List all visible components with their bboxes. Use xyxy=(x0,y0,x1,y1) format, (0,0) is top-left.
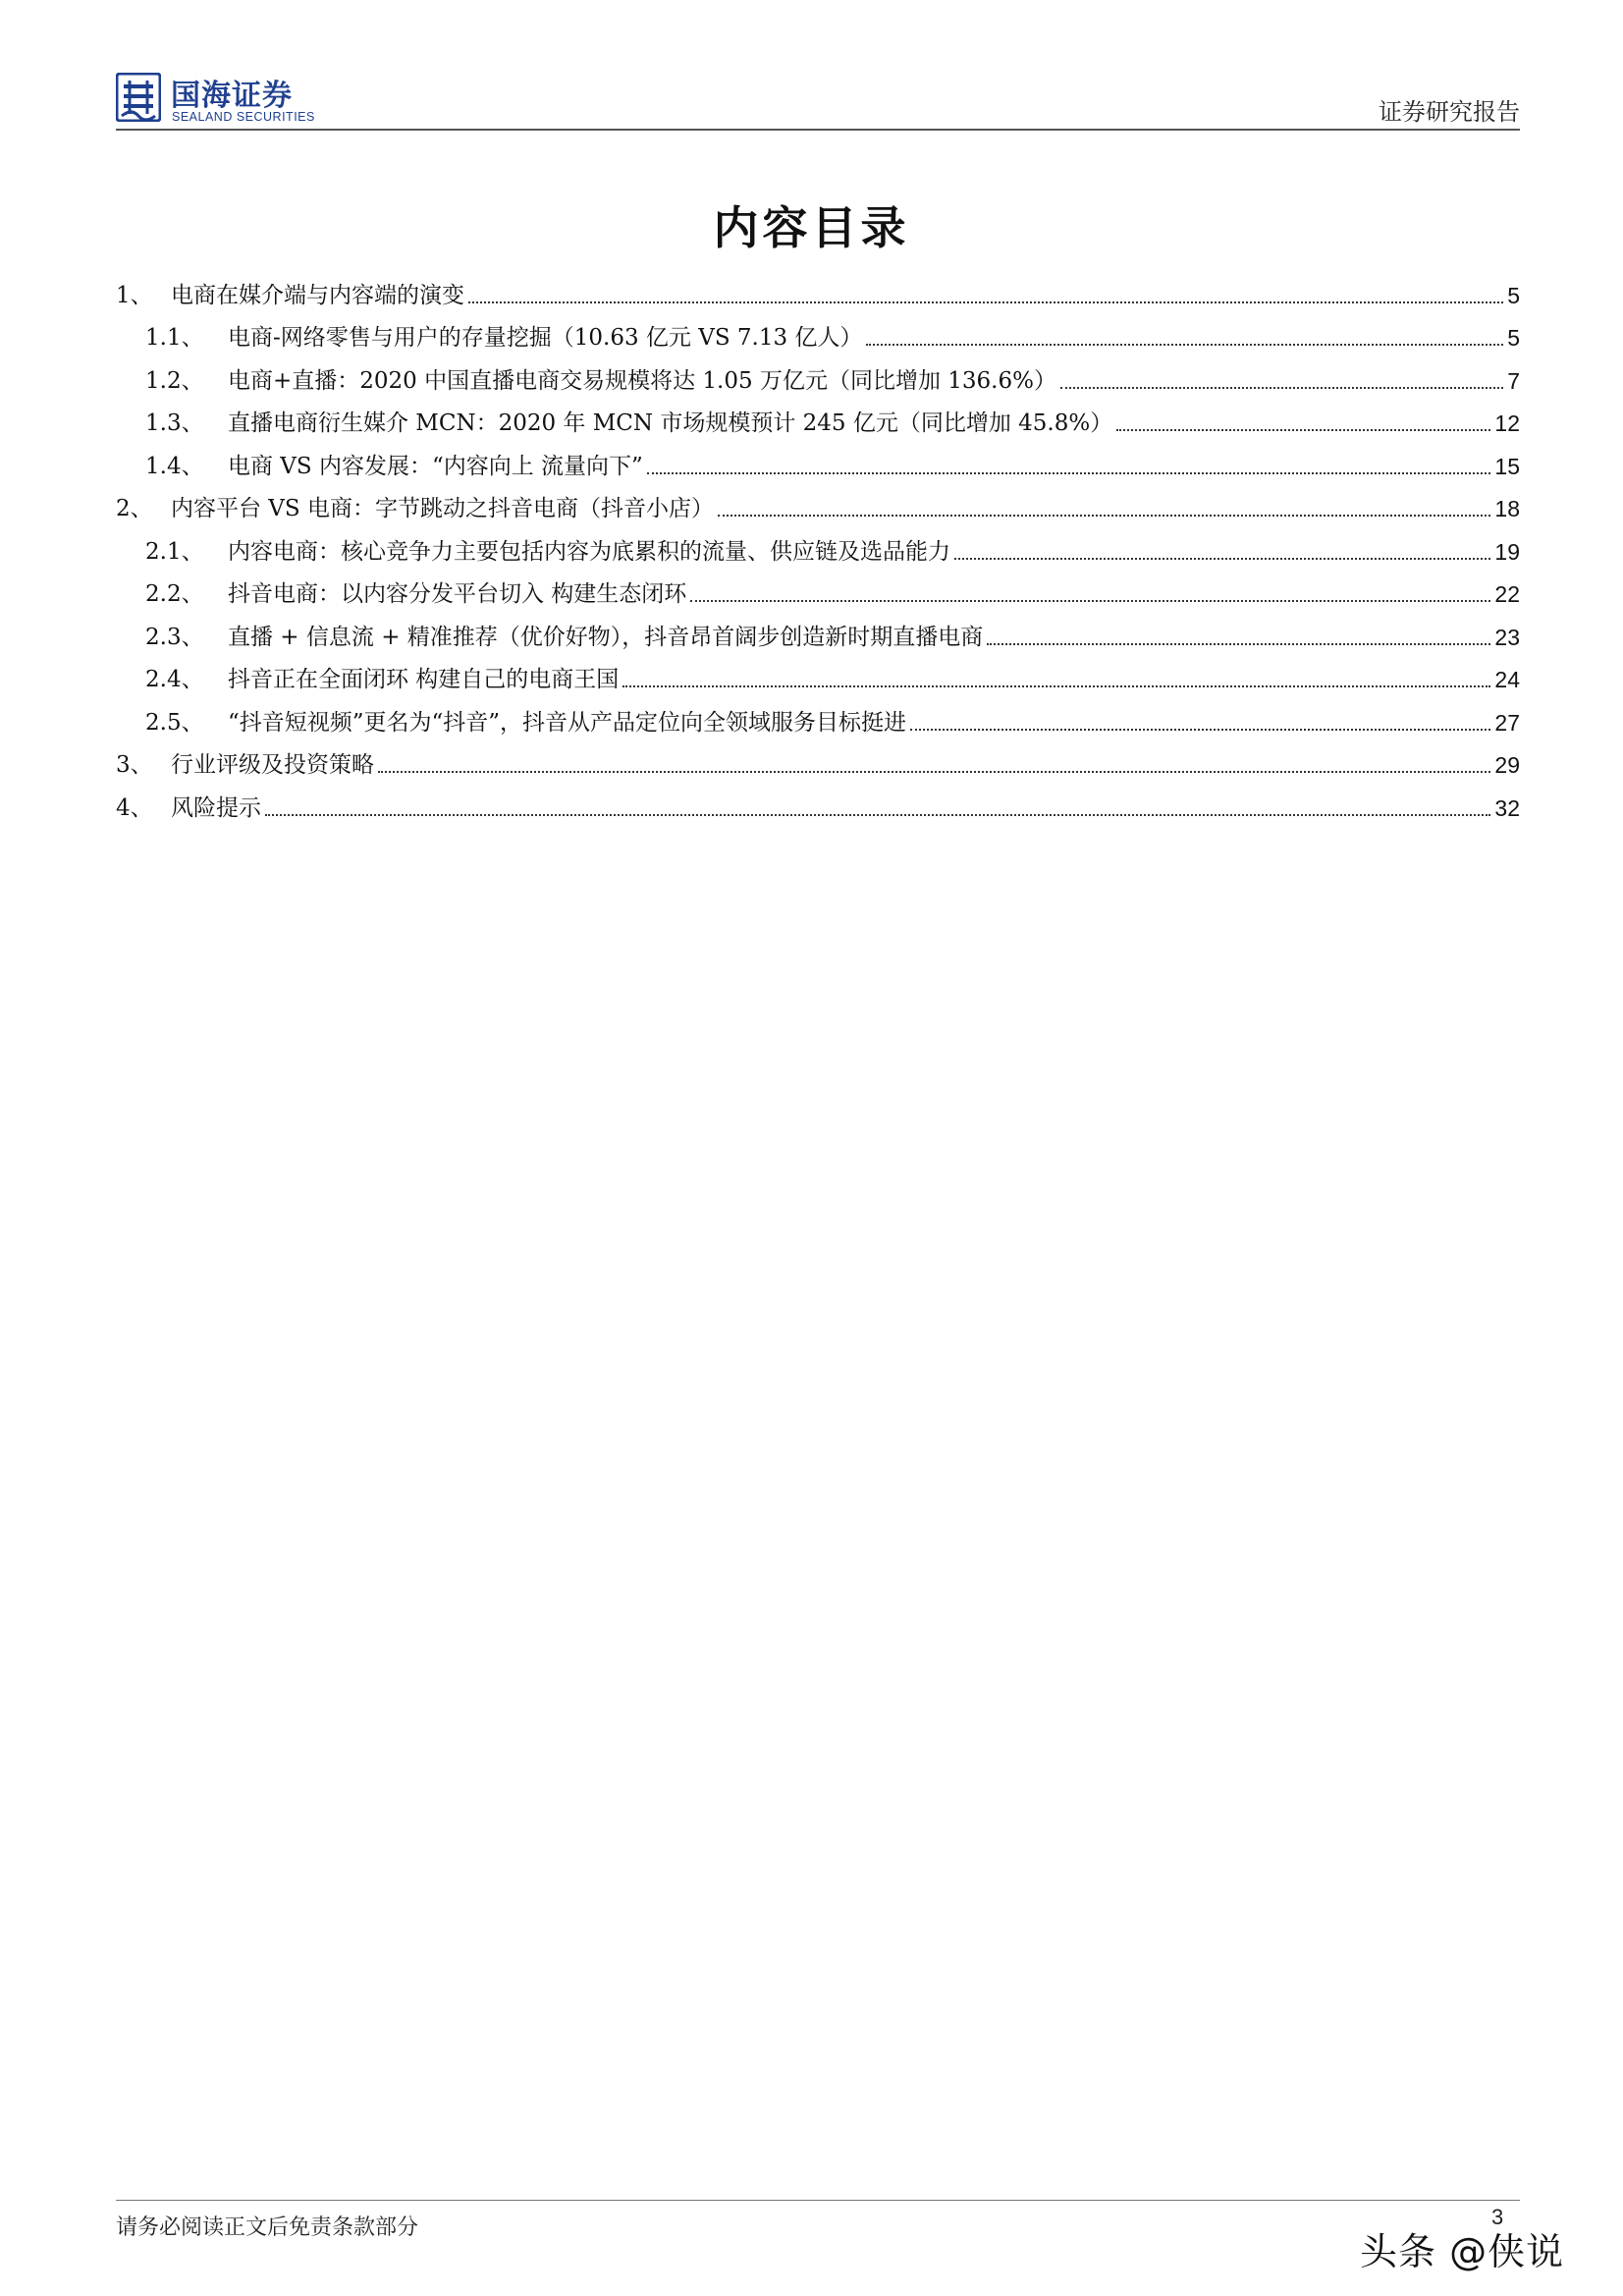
toc-entry-number: 2.3、 xyxy=(145,624,204,650)
toc-entry[interactable] xyxy=(116,438,1520,481)
toc-entry-title[interactable]: 风险提示 xyxy=(171,794,261,821)
footer-disclaimer: 请务必阅读正文后免责条款部分 xyxy=(116,2215,419,2240)
logo-english-name: SEALAND SECURITIES xyxy=(172,110,315,124)
toc-entry[interactable] xyxy=(116,738,1520,781)
toc-entry-page[interactable]: 15 xyxy=(1494,453,1520,479)
toc-entry-number: 3、 xyxy=(116,752,153,778)
sealand-logo xyxy=(116,71,440,126)
toc-entry-page[interactable]: 27 xyxy=(1494,709,1520,736)
toc-entry-page[interactable]: 24 xyxy=(1494,667,1520,692)
toc-entry-title[interactable]: 直播 + 信息流 + 精准推荐（优价好物），抖音昂首阔步创造新时期直播电商 xyxy=(228,624,984,650)
toc-entry-number: 4、 xyxy=(116,794,153,821)
toc-entry-page[interactable]: 5 xyxy=(1507,282,1520,308)
toc-entry[interactable] xyxy=(116,609,1520,652)
toc-entry-title[interactable]: 电商 VS 内容发展：“内容向上 流量向下” xyxy=(228,453,643,479)
toc-entry-title[interactable]: 内容平台 VS 电商：字节跳动之抖音电商（抖音小店） xyxy=(171,496,714,521)
watermark-text: 头条 @侠说 xyxy=(1360,2230,1565,2273)
toc-dot-leader xyxy=(468,301,1503,303)
toc-entry-number: 2.4、 xyxy=(145,667,204,692)
toc-entry[interactable] xyxy=(116,310,1520,354)
toc-entry-title[interactable]: 行业评级及投资策略 xyxy=(171,752,374,778)
footer-divider xyxy=(116,2200,1520,2201)
toc-entry-number: 2、 xyxy=(116,496,153,521)
toc-entry[interactable] xyxy=(116,694,1520,738)
toc-entry-number: 1.2、 xyxy=(145,367,204,394)
table-of-contents xyxy=(116,267,1520,823)
toc-entry-page[interactable]: 29 xyxy=(1494,752,1520,778)
report-type-label: 证券研究报告 xyxy=(1379,98,1520,126)
toc-dot-leader xyxy=(1116,429,1490,431)
toc-dot-leader xyxy=(378,771,1490,773)
toc-entry-title[interactable]: 直播电商衍生媒介 MCN：2020 年 MCN 市场规模预计 245 亿元（同比增加 45.8%） xyxy=(228,410,1113,436)
toc-entry-number: 2.2、 xyxy=(145,581,204,607)
toc-entry-number: 1.4、 xyxy=(145,453,204,479)
toc-title: 内容目录 xyxy=(713,201,910,254)
logo-chinese-name: 国海证券 xyxy=(171,79,293,113)
toc-dot-leader xyxy=(910,729,1490,731)
toc-entry-page[interactable]: 12 xyxy=(1494,410,1520,436)
page-number: 3 xyxy=(1491,2205,1504,2229)
toc-entry-page[interactable]: 22 xyxy=(1494,581,1520,607)
page-header xyxy=(116,63,1520,132)
toc-entry-title[interactable]: 抖音电商：以内容分发平台切入 构建生态闭环 xyxy=(228,581,687,607)
toc-entry-number: 1、 xyxy=(116,282,153,308)
toc-dot-leader xyxy=(690,600,1490,602)
toc-entry-title[interactable]: 电商-网络零售与用户的存量挖掘（10.63 亿元 VS 7.13 亿人） xyxy=(228,325,863,351)
toc-dot-leader xyxy=(622,685,1490,687)
toc-entry-title[interactable]: 内容电商：核心竞争力主要包括内容为底累积的流量、供应链及选品能力 xyxy=(228,538,950,565)
toc-entry-page[interactable]: 18 xyxy=(1494,496,1520,521)
toc-dot-leader xyxy=(718,515,1490,517)
sealand-logo-icon xyxy=(116,73,161,122)
toc-entry[interactable] xyxy=(116,353,1520,396)
toc-entry[interactable] xyxy=(116,523,1520,567)
toc-entry-page[interactable]: 32 xyxy=(1494,794,1520,821)
toc-dot-leader xyxy=(647,472,1491,474)
toc-entry[interactable] xyxy=(116,780,1520,823)
toc-entry-number: 1.3、 xyxy=(145,410,204,436)
toc-entry[interactable] xyxy=(116,481,1520,524)
toc-dot-leader xyxy=(1060,387,1503,389)
toc-entry-title[interactable]: “抖音短视频”更名为“抖音”，抖音从产品定位向全领域服务目标挺进 xyxy=(228,709,907,736)
toc-entry-number: 2.5、 xyxy=(145,709,204,736)
toc-dot-leader xyxy=(987,643,1490,645)
toc-entry-page[interactable]: 19 xyxy=(1494,538,1520,565)
toc-entry-page[interactable]: 23 xyxy=(1494,624,1520,650)
toc-entry-title[interactable]: 电商+直播：2020 中国直播电商交易规模将达 1.05 万亿元（同比增加 136.6%） xyxy=(228,367,1056,394)
toc-dot-leader xyxy=(866,344,1503,346)
toc-entry-title[interactable]: 电商在媒介端与内容端的演变 xyxy=(171,282,464,308)
toc-entry-number: 2.1、 xyxy=(145,538,204,565)
toc-entry-page[interactable]: 5 xyxy=(1507,325,1520,351)
toc-entry-number: 1.1、 xyxy=(145,325,204,351)
toc-entry[interactable] xyxy=(116,267,1520,310)
toc-dot-leader xyxy=(954,558,1490,560)
toc-dot-leader xyxy=(265,814,1490,816)
header-divider xyxy=(116,129,1520,131)
toc-entry-title[interactable]: 抖音正在全面闭环 构建自己的电商王国 xyxy=(228,667,620,692)
toc-entry[interactable] xyxy=(116,567,1520,610)
toc-entry[interactable] xyxy=(116,652,1520,695)
toc-entry-page[interactable]: 7 xyxy=(1507,367,1520,394)
toc-entry[interactable] xyxy=(116,396,1520,439)
